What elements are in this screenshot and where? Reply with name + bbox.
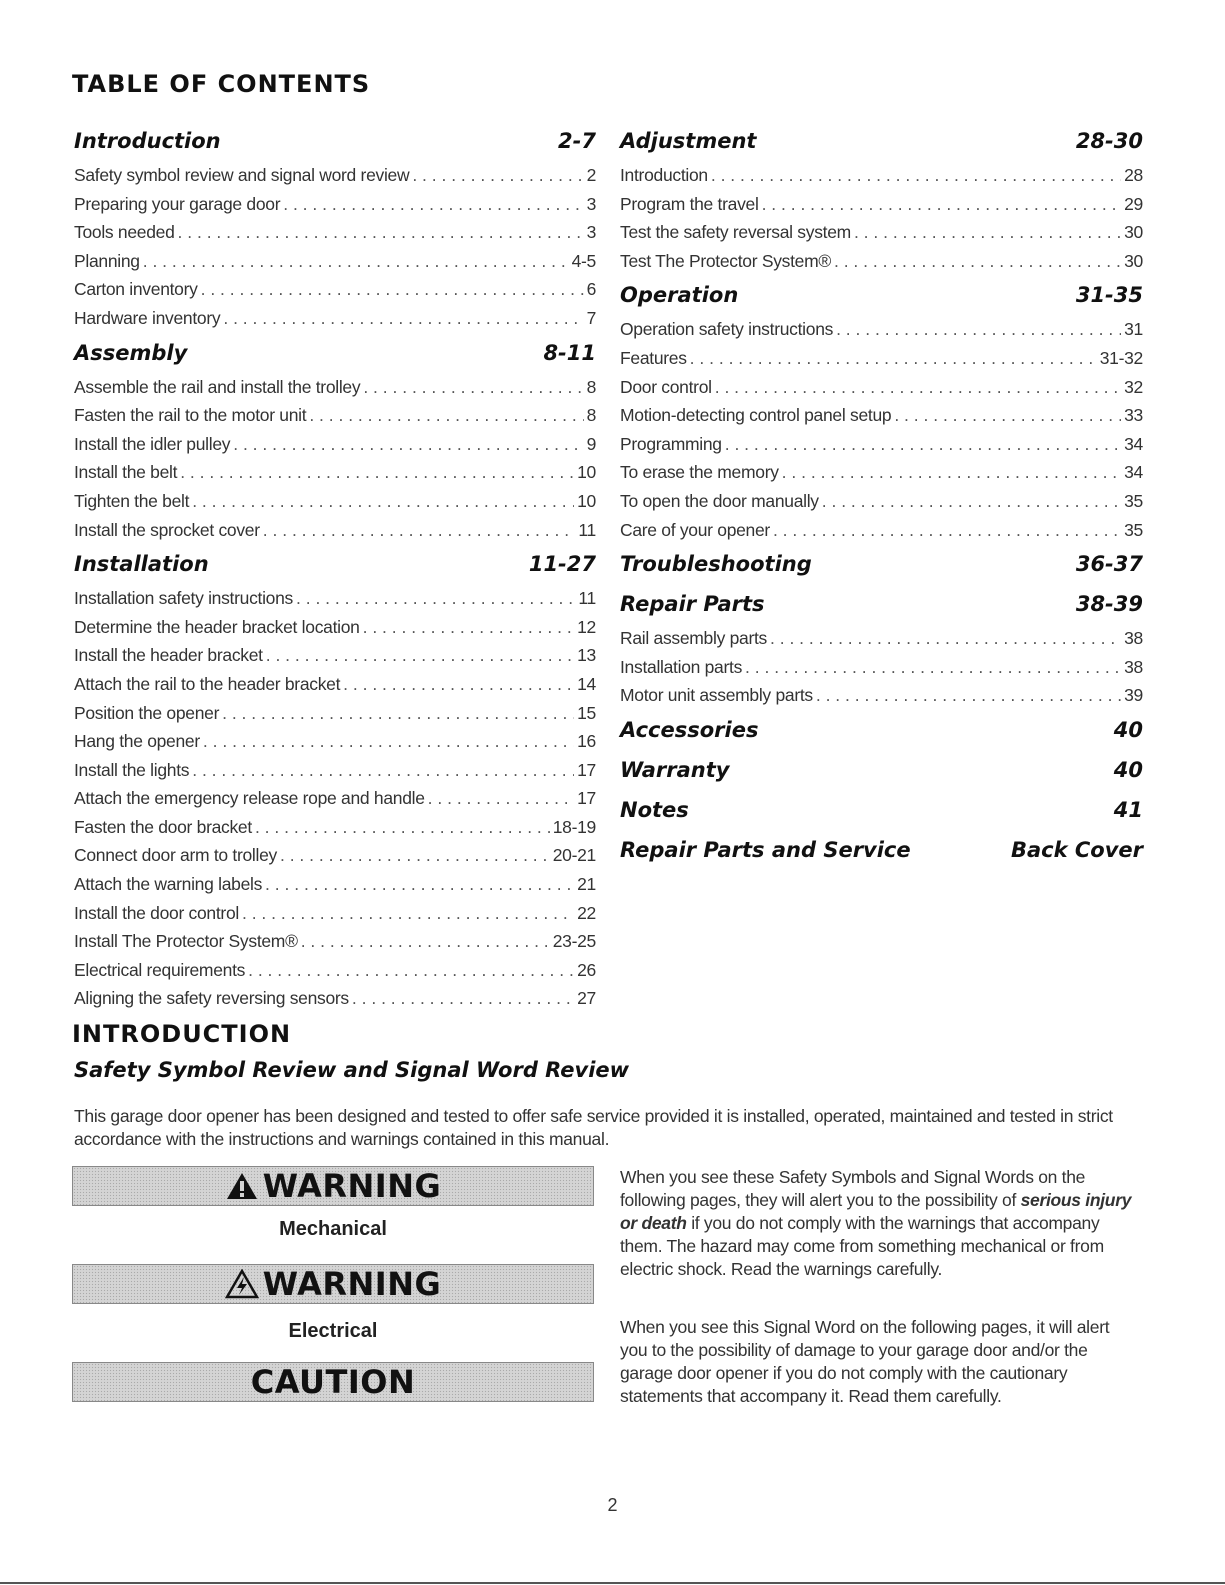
toc-entry-page: 9 [586, 433, 596, 454]
section-pages: 28-30 [1075, 129, 1143, 153]
toc-entry-label: Tighten the belt [74, 490, 190, 511]
dot-leader [222, 699, 574, 728]
electrical-label: Electrical [288, 1320, 378, 1342]
toc-entry-label: Fasten the door bracket [74, 816, 252, 837]
toc-entry[interactable] [74, 613, 596, 642]
safety-symbols-paragraph [620, 1166, 1140, 1281]
toc-entry[interactable] [74, 487, 596, 516]
toc-entry-label: Planning [74, 250, 140, 271]
section-pages: 36-37 [1075, 552, 1143, 577]
toc-section-heading [620, 710, 1143, 750]
toc-entry-label: Hardware inventory [74, 307, 221, 328]
dot-leader [203, 727, 574, 756]
electric-shock-triangle-icon [225, 1269, 259, 1299]
section-title: Repair Parts [620, 592, 765, 617]
dot-leader [363, 373, 583, 402]
dot-leader [265, 870, 574, 899]
section-pages: 38-39 [1075, 592, 1143, 617]
toc-entry[interactable] [620, 458, 1143, 487]
toc-entry-page: 27 [577, 988, 596, 1009]
toc-entry-label: Install the header bracket [74, 645, 263, 666]
toc-section-heading [74, 121, 596, 161]
toc-section-heading [620, 275, 1143, 315]
toc-entry-page: 18-19 [552, 816, 596, 837]
toc-entry-page: 39 [1124, 685, 1143, 706]
caution-sign [72, 1362, 594, 1402]
toc-entry[interactable] [74, 670, 596, 699]
dot-leader [192, 487, 574, 516]
toc-entry-page: 23-25 [552, 931, 596, 952]
toc-entry[interactable] [74, 841, 596, 870]
dot-leader [363, 613, 575, 642]
toc-entry-page: 3 [586, 222, 596, 243]
mechanical-label: Mechanical [279, 1218, 387, 1240]
warning-electrical-sign [72, 1264, 594, 1304]
warning-word: WARNING [262, 1167, 442, 1205]
section-title: Warranty [620, 757, 730, 782]
toc-entry-label: Connect door arm to trolley [74, 845, 277, 866]
toc-entry[interactable] [74, 927, 596, 956]
toc-entry[interactable] [620, 344, 1143, 373]
dot-leader [301, 927, 550, 956]
section-title: Accessories [620, 717, 759, 742]
toc-entry-label: Test The Protector System® [620, 250, 831, 271]
section-pages: 8-11 [543, 340, 596, 365]
page-title: TABLE OF CONTENTS [72, 70, 371, 98]
toc-entry-label: Features [620, 347, 687, 368]
caution-word: CAUTION [250, 1363, 416, 1401]
dot-leader [762, 190, 1122, 219]
toc-section-heading [620, 121, 1143, 161]
toc-entry[interactable] [620, 373, 1143, 402]
toc-entry-page: 31 [1124, 319, 1143, 340]
warning-word: WARNING [262, 1265, 442, 1303]
toc-entry-label: Rail assembly parts [620, 628, 767, 649]
toc-entry-page: 2 [586, 165, 596, 185]
toc-section-heading [620, 584, 1143, 624]
toc-entry-page: 31-32 [1099, 347, 1143, 368]
toc-entry-page: 33 [1124, 405, 1143, 426]
toc-entry-label: Install The Protector System® [74, 931, 298, 952]
toc-entry[interactable] [74, 190, 596, 219]
toc-entry[interactable] [620, 487, 1143, 516]
toc-entry[interactable] [620, 190, 1143, 219]
dot-leader [255, 813, 550, 842]
dot-leader [773, 516, 1121, 545]
dot-leader [834, 247, 1121, 276]
toc-entry[interactable] [74, 641, 596, 670]
section-pages: 31-35 [1075, 283, 1143, 308]
toc-entry[interactable] [74, 984, 596, 1013]
toc-entry[interactable] [74, 458, 596, 487]
section-title: Introduction [74, 129, 221, 153]
toc-entry-label: Electrical requirements [74, 959, 246, 980]
toc-section-heading [620, 790, 1143, 830]
toc-entry-label: Install the belt [74, 462, 178, 483]
dot-leader [428, 784, 574, 813]
dot-leader [192, 756, 574, 785]
dot-leader [725, 430, 1121, 459]
dot-leader [770, 624, 1121, 653]
toc-entry[interactable] [620, 315, 1143, 344]
toc-entry-label: Install the lights [74, 759, 190, 780]
toc-entry[interactable] [620, 401, 1143, 430]
dot-leader [242, 899, 574, 928]
toc-entry-page: 34 [1124, 462, 1143, 483]
toc-entry-label: Program the travel [620, 193, 759, 214]
toc-entry-label: Fasten the rail to the motor unit [74, 405, 307, 426]
toc-entry-page: 34 [1124, 433, 1143, 454]
toc-entry[interactable] [74, 218, 596, 247]
toc-entry-page: 16 [577, 731, 596, 752]
dot-leader [343, 670, 574, 699]
toc-entry[interactable] [620, 681, 1143, 710]
dot-leader [266, 641, 574, 670]
toc-entry-label: Tools needed [74, 222, 175, 243]
introduction-paragraph: This garage door opener has been designed and tested to offer safe service provided it is installed, operated, maintained and tested in strict accordance with the instructions and warnings contained in this manual. [74, 1106, 1113, 1149]
dot-leader [178, 218, 584, 247]
toc-entry-label: Assemble the rail and install the trolley [74, 376, 361, 397]
section-pages: 2-7 [558, 129, 596, 153]
toc-entry[interactable] [74, 430, 596, 459]
dot-leader [352, 984, 574, 1013]
toc-section-heading [620, 830, 1143, 870]
toc-entry-page: 30 [1124, 250, 1143, 271]
paragraph-text: if you do not comply with the warnings that accompany them. The hazard may come from something mechanical or from electric shock. Read the warnings carefully. [620, 1213, 1104, 1279]
dot-leader [715, 373, 1121, 402]
section-title: Troubleshooting [620, 552, 812, 577]
toc-right-column [620, 121, 1143, 870]
toc-entry[interactable] [74, 304, 596, 333]
toc-entry[interactable] [74, 727, 596, 756]
caution-paragraph: When you see this Signal Word on the following pages, it will alert you to the possibility of damage to your garage door and/or the garage door opener if you do not comply with the cautionary statements that accompany it. Read them carefully. [620, 1317, 1110, 1406]
section-title: Operation [620, 283, 739, 308]
toc-entry[interactable] [74, 161, 596, 190]
dot-leader [816, 681, 1121, 710]
toc-entry[interactable] [74, 813, 596, 842]
dot-leader [201, 275, 584, 304]
toc-entry-label: Carton inventory [74, 279, 198, 300]
dot-leader [894, 401, 1121, 430]
toc-entry[interactable] [74, 899, 596, 928]
paragraph-text: When you see these Safety Symbols and Signal Words on the following pages, they will alert you to the possibility of [620, 1167, 1086, 1210]
toc-entry-label: Position the opener [74, 702, 220, 723]
section-pages: 11-27 [528, 552, 596, 577]
toc-section-heading [74, 333, 596, 373]
toc-entry-label: Attach the warning labels [74, 874, 263, 895]
toc-entry-page: 35 [1124, 519, 1143, 540]
dot-leader [745, 653, 1121, 682]
toc-entry-label: Operation safety instructions [620, 319, 834, 340]
dot-leader [296, 584, 575, 613]
section-title: Installation [74, 552, 209, 577]
toc-entry-page: 10 [577, 490, 596, 511]
section-pages: 40 [1113, 717, 1143, 742]
toc-entry-page: 8 [586, 405, 596, 426]
dot-leader [180, 458, 574, 487]
toc-entry-page: 17 [577, 759, 596, 780]
toc-entry-label: Attach the rail to the header bracket [74, 673, 341, 694]
toc-entry-page: 8 [586, 376, 596, 397]
toc-section-heading [620, 750, 1143, 790]
dot-leader [782, 458, 1121, 487]
toc-entry-label: Install the idler pulley [74, 433, 231, 454]
toc-entry[interactable] [620, 247, 1143, 276]
toc-entry-label: Aligning the safety reversing sensors [74, 988, 349, 1009]
toc-entry[interactable] [74, 584, 596, 613]
toc-entry-page: 17 [577, 788, 596, 809]
section-title: Adjustment [620, 129, 757, 153]
page-number: 2 [607, 1495, 618, 1515]
toc-entry-page: 32 [1124, 376, 1143, 397]
toc-entry[interactable] [74, 756, 596, 785]
bottom-rule [0, 1582, 1225, 1584]
toc-entry-page: 15 [577, 702, 596, 723]
toc-entry[interactable] [620, 516, 1143, 545]
dot-leader [309, 401, 583, 430]
toc-entry-page: 30 [1124, 222, 1143, 243]
toc-entry-page: 13 [577, 645, 596, 666]
toc-entry[interactable] [74, 401, 596, 430]
toc-entry-label: Motor unit assembly parts [620, 685, 813, 706]
toc-entry-page: 14 [577, 673, 596, 694]
toc-entry-label: Programming [620, 433, 722, 454]
dot-leader [143, 247, 569, 276]
toc-entry-label: To erase the memory [620, 462, 779, 483]
toc-entry-page: 26 [577, 959, 596, 980]
introduction-subheading: Safety Symbol Review and Signal Word Review [74, 1058, 630, 1082]
toc-entry-label: Installation safety instructions [74, 588, 293, 609]
toc-entry-page: 38 [1124, 628, 1143, 649]
toc-entry[interactable] [620, 430, 1143, 459]
toc-entry-label: To open the door manually [620, 490, 819, 511]
alert-triangle-icon [225, 1171, 259, 1201]
dot-leader [248, 956, 574, 985]
dot-leader [412, 161, 583, 190]
toc-section-heading [620, 544, 1143, 584]
section-title: Notes [620, 797, 689, 822]
toc-entry[interactable] [74, 956, 596, 985]
section-pages: Back Cover [1010, 837, 1143, 862]
toc-entry[interactable] [74, 247, 596, 276]
toc-entry[interactable] [74, 516, 596, 545]
section-title: Repair Parts and Service [620, 837, 911, 862]
toc-entry-label: Install the door control [74, 902, 239, 923]
toc-entry[interactable] [620, 161, 1143, 190]
dot-leader [690, 344, 1097, 373]
dot-leader [233, 430, 583, 459]
toc-entry-label: Door control [620, 376, 712, 397]
toc-entry-label: Motion-detecting control panel setup [620, 405, 892, 426]
toc-entry-label: Install the sprocket cover [74, 519, 260, 540]
dot-leader [854, 218, 1121, 247]
toc-entry[interactable] [74, 275, 596, 304]
toc-entry-label: Test the safety reversal system [620, 222, 851, 243]
toc-entry[interactable] [620, 624, 1143, 653]
section-pages: 40 [1113, 757, 1143, 782]
toc-entry-page: 28 [1124, 165, 1143, 185]
toc-entry-page: 20-21 [552, 845, 596, 866]
toc-entry[interactable] [620, 218, 1143, 247]
toc-entry-page: 3 [586, 193, 596, 214]
toc-entry[interactable] [74, 699, 596, 728]
toc-entry-page: 38 [1124, 656, 1143, 677]
toc-entry-label: Safety symbol review and signal word review [74, 165, 410, 185]
toc-entry-page: 22 [577, 902, 596, 923]
toc-entry-label: Determine the header bracket location [74, 616, 360, 637]
toc-left-column [74, 121, 596, 1013]
toc-entry-page: 21 [577, 874, 596, 895]
toc-entry[interactable] [74, 373, 596, 402]
toc-entry-label: Preparing your garage door [74, 193, 281, 214]
dot-leader [711, 161, 1121, 190]
warning-mechanical-sign [72, 1166, 594, 1206]
toc-entry-label: Attach the emergency release rope and handle [74, 788, 425, 809]
toc-entry-label: Hang the opener [74, 731, 200, 752]
toc-entry-page: 6 [586, 279, 596, 300]
toc-section-heading [74, 544, 596, 584]
dot-leader [836, 315, 1121, 344]
dot-leader [280, 841, 550, 870]
toc-entry[interactable] [74, 870, 596, 899]
dot-leader [263, 516, 576, 545]
toc-entry-page: 7 [586, 307, 596, 328]
dot-leader [283, 190, 583, 219]
dot-leader [822, 487, 1121, 516]
toc-entry[interactable] [74, 784, 596, 813]
toc-entry-label: Installation parts [620, 656, 743, 677]
toc-entry-page: 29 [1124, 193, 1143, 214]
section-pages: 41 [1113, 797, 1143, 822]
section-title: Assembly [74, 340, 188, 365]
emphasis-text: serious injury or death [620, 1190, 1132, 1233]
toc-entry-page: 35 [1124, 490, 1143, 511]
toc-entry-label: Introduction [620, 165, 708, 185]
toc-entry[interactable] [620, 653, 1143, 682]
toc-entry-page: 11 [578, 588, 596, 609]
toc-entry-page: 11 [578, 519, 596, 540]
dot-leader [223, 304, 583, 333]
toc-entry-label: Care of your opener [620, 519, 770, 540]
introduction-heading: INTRODUCTION [72, 1020, 292, 1048]
toc-entry-page: 4-5 [571, 250, 596, 271]
toc-entry-page: 10 [577, 462, 596, 483]
toc-entry-page: 12 [577, 616, 596, 637]
